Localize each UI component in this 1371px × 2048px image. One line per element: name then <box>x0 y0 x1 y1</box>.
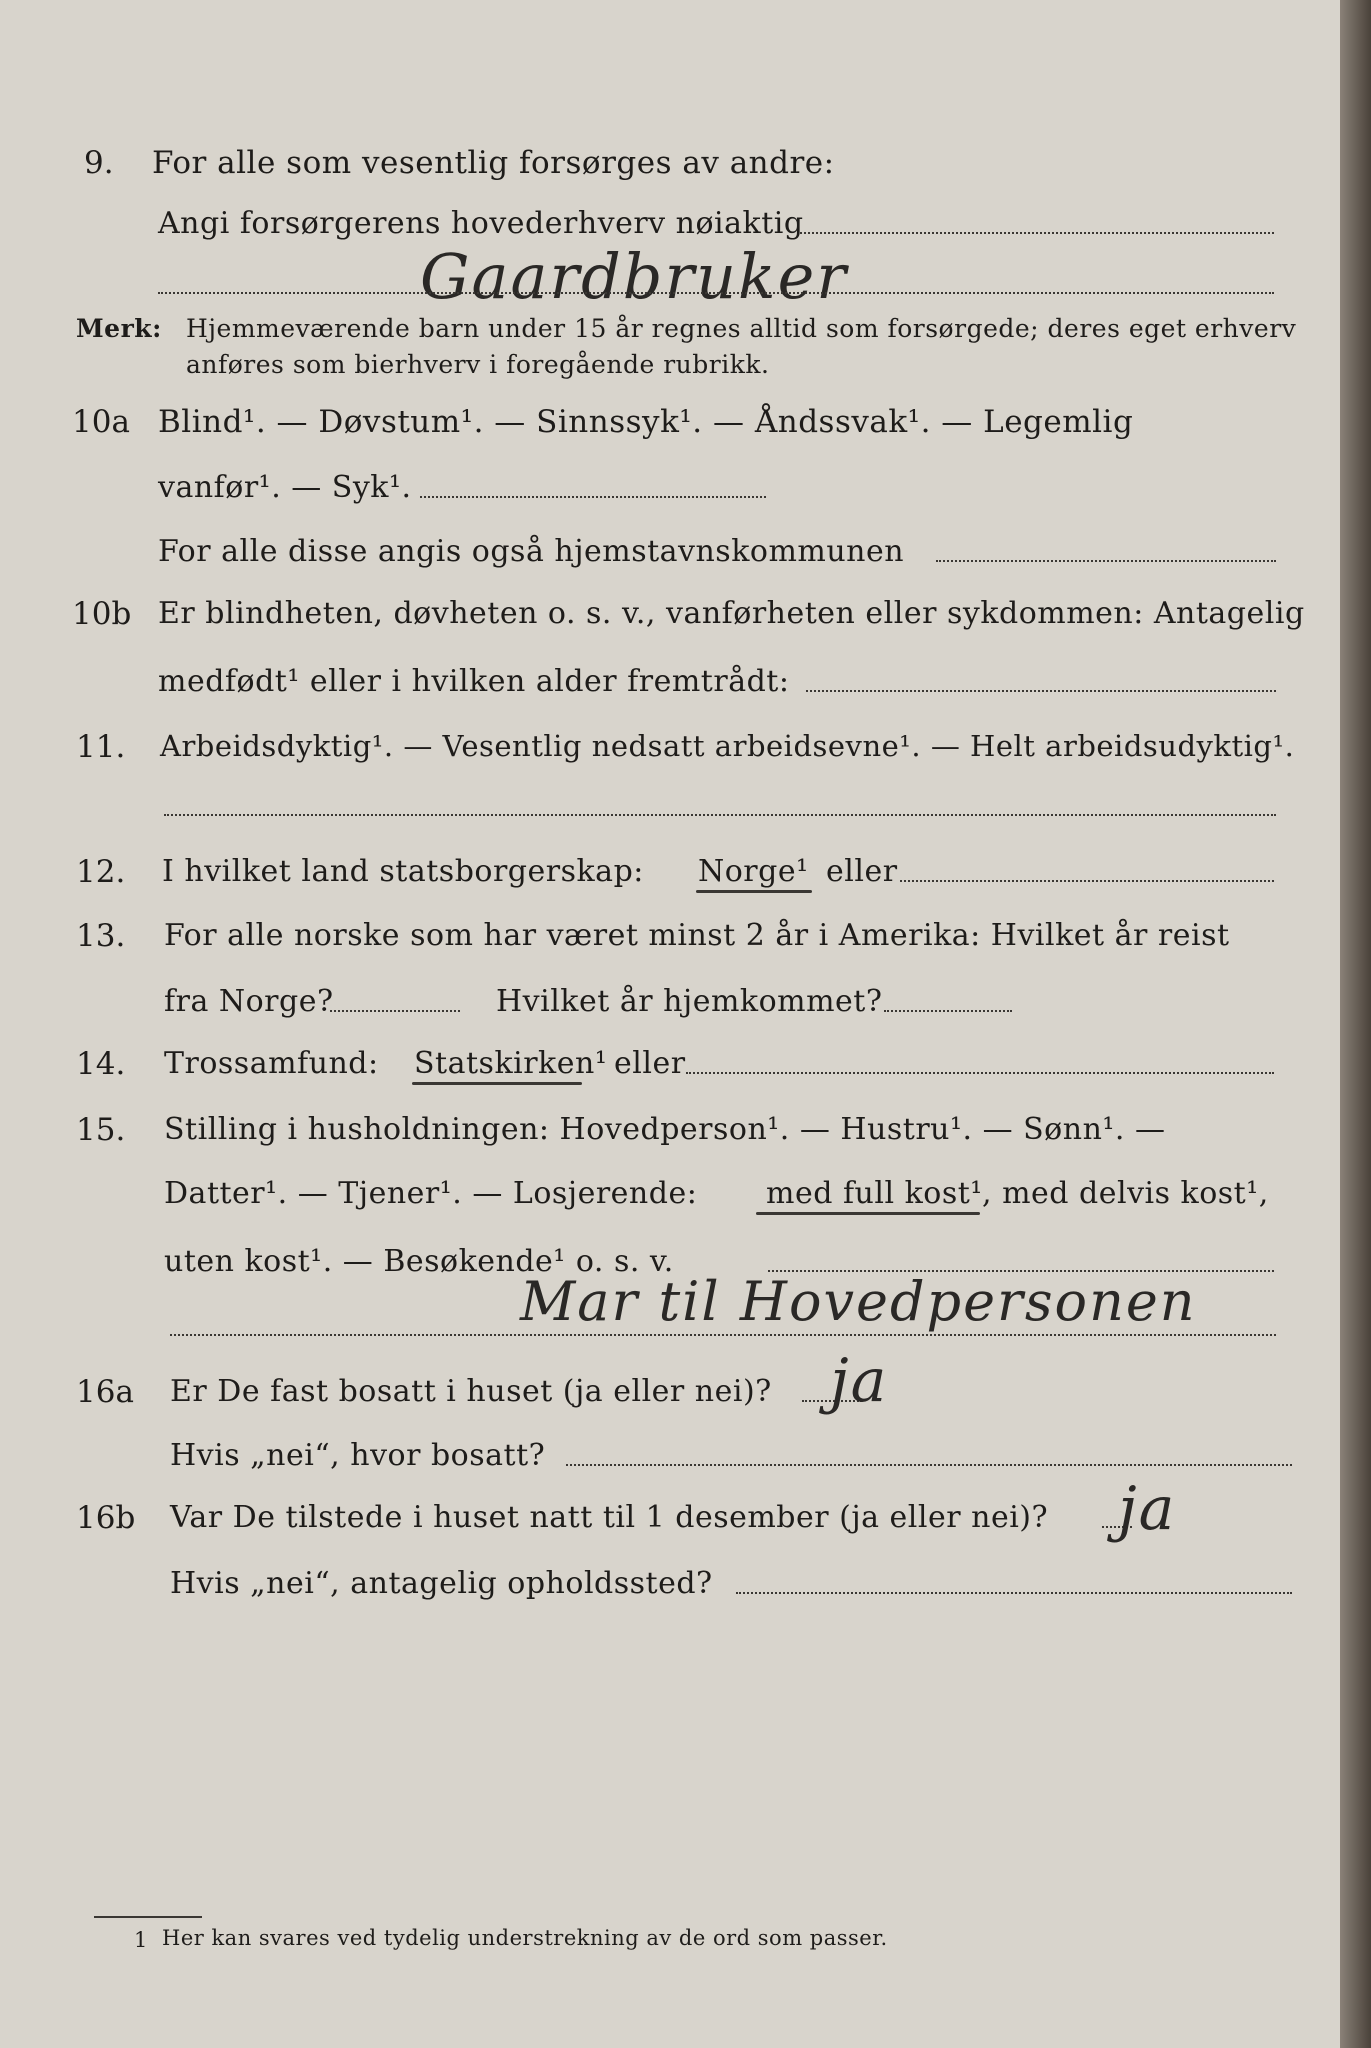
q10b-line-2: medfødt¹ eller i hvilken alder fremtrådt: <box>158 664 790 699</box>
q13-number: 13. <box>76 918 126 954</box>
q11-number: 11. <box>76 729 126 765</box>
q16b-opholdssted-dotted-line <box>736 1592 1292 1594</box>
q12-norge-underline <box>696 890 812 893</box>
q15-full-kost-underline <box>756 1212 980 1215</box>
q12-dotted-line <box>900 880 1274 882</box>
footnote-text: Her kan svares ved tydelig understrekning av de ord som passer. <box>162 1926 888 1950</box>
q16a-bosatt-dotted-line <box>566 1464 1292 1466</box>
q15-line-1: Stilling i husholdningen: Hovedperson¹. — Hustru¹. — Sønn¹. — <box>164 1112 1166 1147</box>
q10a-hjemstavn-dotted-line <box>936 560 1276 562</box>
q13-hjemkommet-dotted-line <box>884 1010 1012 1012</box>
q16b-line-2: Hvis „nei“, antagelig opholdssted? <box>170 1566 713 1601</box>
q14-statskirken-underline <box>412 1082 582 1085</box>
q9-handwritten-answer: Gaardbruker <box>420 240 848 313</box>
q15-handwritten-answer: Mar til Hovedpersonen <box>520 1270 1197 1333</box>
q9-number: 9. <box>84 145 114 181</box>
q15-line-2a: Datter¹. — Tjener¹. — Losjerende: <box>164 1176 698 1211</box>
q10a-line-1: Blind¹. — Døvstum¹. — Sinnssyk¹. — Åndssvak¹. — Legemlig <box>158 404 1134 440</box>
q14-dotted-line <box>686 1072 1274 1074</box>
q10b-number: 10b <box>72 596 132 632</box>
q16a-number: 16a <box>76 1374 134 1410</box>
footnote-mark: 1 <box>134 1928 148 1952</box>
q15-option-full-kost: med full kost¹ <box>766 1176 983 1211</box>
q14-option-statskirken: Statskirken¹ <box>414 1046 608 1081</box>
q16b-line-1: Var De tilstede i huset natt til 1 desember (ja eller nei)? <box>170 1500 1049 1535</box>
q12-prefix: I hvilket land statsborgerskap: <box>162 854 644 889</box>
q10a-line-3: For alle disse angis også hjemstavnskommunen <box>158 534 905 569</box>
q13-reist-dotted-line <box>330 1010 460 1012</box>
q9-title: For alle som vesentlig forsørges av andre: <box>152 145 835 181</box>
q9-prompt: Angi forsørgerens hovederhverv nøiaktig <box>158 206 804 241</box>
q15-line-2c: , med delvis kost¹, <box>982 1176 1269 1211</box>
scan-edge <box>1340 0 1371 2048</box>
q16b-handwritten-answer: ja <box>1118 1474 1177 1544</box>
footnote-rule <box>94 1916 202 1918</box>
q10b-alder-dotted-line <box>806 690 1276 692</box>
q16b-number: 16b <box>76 1500 136 1536</box>
q13-line-1: For alle norske som har været minst 2 år i Amerika: Hvilket år reist <box>164 918 1230 953</box>
q16a-handwritten-answer: ja <box>830 1346 889 1416</box>
q13-line-2b: Hvilket år hjemkommet? <box>496 984 883 1019</box>
q12-number: 12. <box>76 854 126 890</box>
q11-dotted-line <box>164 814 1276 816</box>
q12-suffix: eller <box>826 854 898 889</box>
q10a-line-2: vanfør¹. — Syk¹. <box>158 470 412 505</box>
q15-answer-dotted-line <box>170 1334 1276 1336</box>
merk-line-2: anføres som bierhverv i foregående rubrikk. <box>186 350 770 379</box>
merk-line-1: Hjemmeværende barn under 15 år regnes alltid som forsørgede; deres eget erhverv <box>186 314 1297 343</box>
q15-line-3: uten kost¹. — Besøkende¹ o. s. v. <box>164 1244 674 1279</box>
q10b-line-1: Er blindheten, døvheten o. s. v., vanførheten eller sykdommen: Antagelig <box>158 596 1305 631</box>
q10a-syk-dotted-line <box>420 496 766 498</box>
q12-option-norge: Norge¹ <box>698 854 809 889</box>
q14-prefix: Trossamfund: <box>164 1046 379 1081</box>
q9-prompt-dotted-line <box>800 232 1274 234</box>
q15-number: 15. <box>76 1112 126 1148</box>
q16a-line-1: Er De fast bosatt i huset (ja eller nei)? <box>170 1374 772 1409</box>
q11-line-1: Arbeidsdyktig¹. — Vesentlig nedsatt arbeidsevne¹. — Helt arbeidsudyktig¹. <box>160 729 1295 763</box>
q14-number: 14. <box>76 1046 126 1082</box>
merk-label: Merk: <box>76 314 162 343</box>
q13-line-2a: fra Norge? <box>164 984 334 1019</box>
q14-suffix: eller <box>614 1046 686 1081</box>
q16a-line-2: Hvis „nei“, hvor bosatt? <box>170 1438 546 1473</box>
q9-answer-dotted-line <box>158 292 1274 294</box>
q10a-number: 10a <box>72 404 130 440</box>
